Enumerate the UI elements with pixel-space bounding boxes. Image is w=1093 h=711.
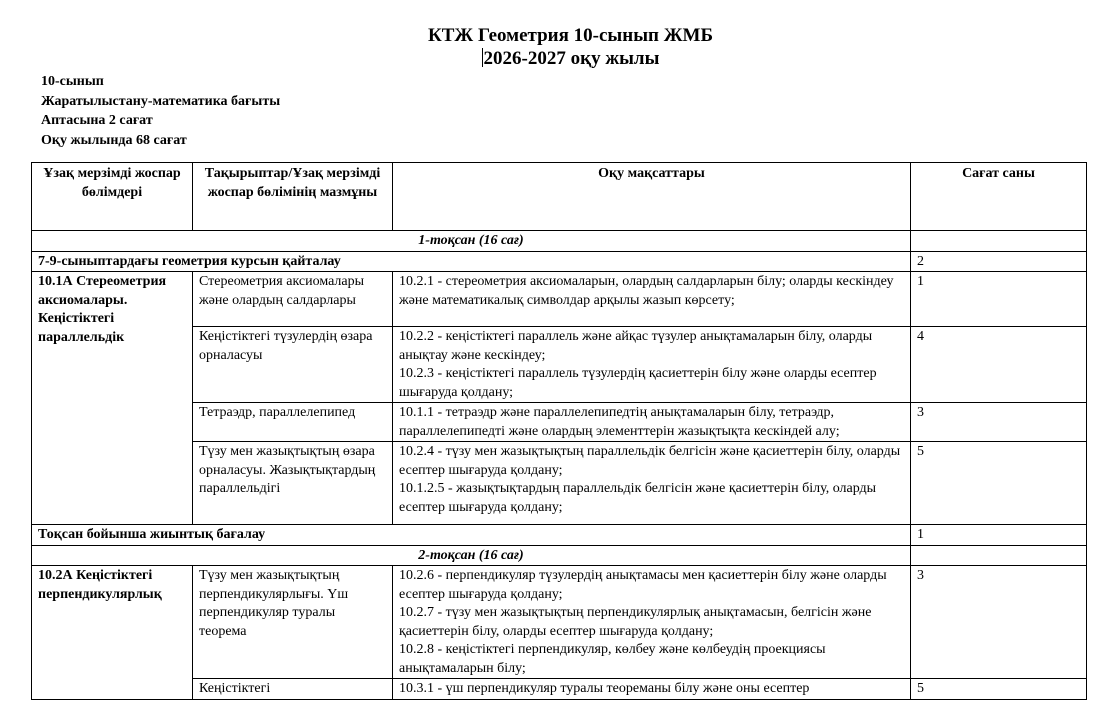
quarter-hours-cell xyxy=(911,545,1087,566)
table-header-row xyxy=(32,163,1087,231)
objective: 10.2.6 - перпендикуляр түзулердің анықтамасы мен қасиеттерін білу және оларды есептер шығаруда қолдану; xyxy=(399,568,887,602)
direction-line: Жаратылыстану-математика бағыты xyxy=(41,93,281,109)
quarter-label: 2-тоқсан (16 сағ) xyxy=(32,545,911,566)
header-sections: Ұзақ мерзімді жоспар бөлімдері xyxy=(32,163,193,231)
section-cell: 10.2А Кеңістіктегі перпендикулярлық xyxy=(32,566,193,700)
objectives-cell xyxy=(393,403,911,442)
quarter-hours-cell xyxy=(911,231,1087,252)
objective: 10.2.8 - кеңістіктегі перпендикуляр, көлбеу және көлбеудің проекциясы анықтамаларын білу; xyxy=(399,642,826,676)
academic-year-text: 2026-2027 оқу жылы xyxy=(483,48,660,69)
topic-cell: Стереометрия аксиомалары және олардың салдарлары xyxy=(193,272,393,327)
hours-cell: 3 xyxy=(911,566,1087,679)
header-hours: Сағат саны xyxy=(911,163,1087,231)
text-cursor xyxy=(482,48,483,67)
review-hours: 2 xyxy=(911,251,1087,272)
header-objectives: Оқу мақсаттары xyxy=(393,163,911,231)
section-cell: 10.1А Стереометрия аксиомалары. Кеңістіктегі параллельдік xyxy=(32,272,193,525)
objective: 10.2.1 - стереометрия аксиомаларын, олардың салдарларын білу; оларды кескіндеу және математикалық символдар арқылы жазып көрсету; xyxy=(399,274,894,308)
summative-label: Тоқсан бойынша жиынтық бағалау xyxy=(32,525,911,546)
topic-cell: Түзу мен жазықтықтың өзара орналасуы. Жазықтықтардың параллельдігі xyxy=(193,442,393,525)
weekly-hours-line: Аптасына 2 сағат xyxy=(41,113,153,128)
objectives-cell xyxy=(393,566,911,679)
header-topics: Тақырыптар/Ұзақ мерзімді жоспар бөлімінің мазмұны xyxy=(193,163,393,231)
objective: 10.2.7 - түзу мен жазықтықтың перпендикулярлық анықтамасын, белгісін және қасиеттерін білу, оларды есептер шығаруда қолдану; xyxy=(399,605,872,639)
topic-cell: Тетраэдр, параллелепипед xyxy=(193,403,393,442)
review-label: 7-9-сыныптардағы геометрия курсын қайталау xyxy=(32,251,911,272)
table-row xyxy=(32,272,1087,327)
objectives-cell xyxy=(393,272,911,327)
objectives-cell xyxy=(393,679,911,700)
academic-year xyxy=(24,47,1093,70)
quarter-row xyxy=(32,231,1087,252)
hours-cell: 5 xyxy=(911,679,1087,700)
yearly-hours-line: Оқу жылында 68 сағат xyxy=(41,132,187,148)
summative-row xyxy=(32,525,1087,546)
topic-cell: Түзу мен жазықтықтың перпендикулярлығы. Үш перпендикуляр туралы теорема xyxy=(193,566,393,679)
quarter-row xyxy=(32,545,1087,566)
plan-table xyxy=(31,162,1087,700)
hours-cell: 5 xyxy=(911,442,1087,525)
objective: 10.2.4 - түзу мен жазықтықтың параллельдік белгісін және қасиеттерін білу, оларды есептер шығаруда қолдану; xyxy=(399,444,901,478)
document-title: КТЖ Геометрия 10-сынып ЖМБ xyxy=(427,25,714,46)
topic-cell: Кеңістіктегі түзулердің өзара орналасуы xyxy=(193,327,393,403)
quarter-label: 1-тоқсан (16 сағ) xyxy=(32,231,911,252)
objective: 10.1.2.5 - жазықтықтардың параллельдік белгісін және қасиеттерін білу, оларды есептер шығаруда қолдану; xyxy=(399,481,877,515)
objectives-cell xyxy=(393,327,911,403)
table-row xyxy=(32,566,1087,679)
course-info xyxy=(41,72,280,150)
objectives-cell xyxy=(393,442,911,525)
summative-hours: 1 xyxy=(911,525,1087,546)
objective: 10.3.1 - үш перпендикуляр туралы теореманы білу және оны есептер xyxy=(399,681,810,696)
hours-cell: 4 xyxy=(911,327,1087,403)
objective: 10.2.2 - кеңістіктегі параллель және айқас түзулер анықтамаларын білу, оларды анықтау және кескіндеу; xyxy=(399,329,873,363)
objective: 10.1.1 - тетраэдр және параллелепипедтің анықтамаларын білу, тетраэдр, параллелепипедті және олардың элементтерін жазықтықта кескіндей алу; xyxy=(399,405,840,439)
topic-cell: Кеңістіктегі xyxy=(193,679,393,700)
hours-cell: 1 xyxy=(911,272,1087,327)
review-row xyxy=(32,251,1087,272)
objective: 10.2.3 - кеңістіктегі параллель түзулердің қасиеттерін білу және оларды есептер шығаруда қолдану; xyxy=(399,366,877,400)
hours-cell: 3 xyxy=(911,403,1087,442)
grade-line: 10-сынып xyxy=(41,74,104,89)
